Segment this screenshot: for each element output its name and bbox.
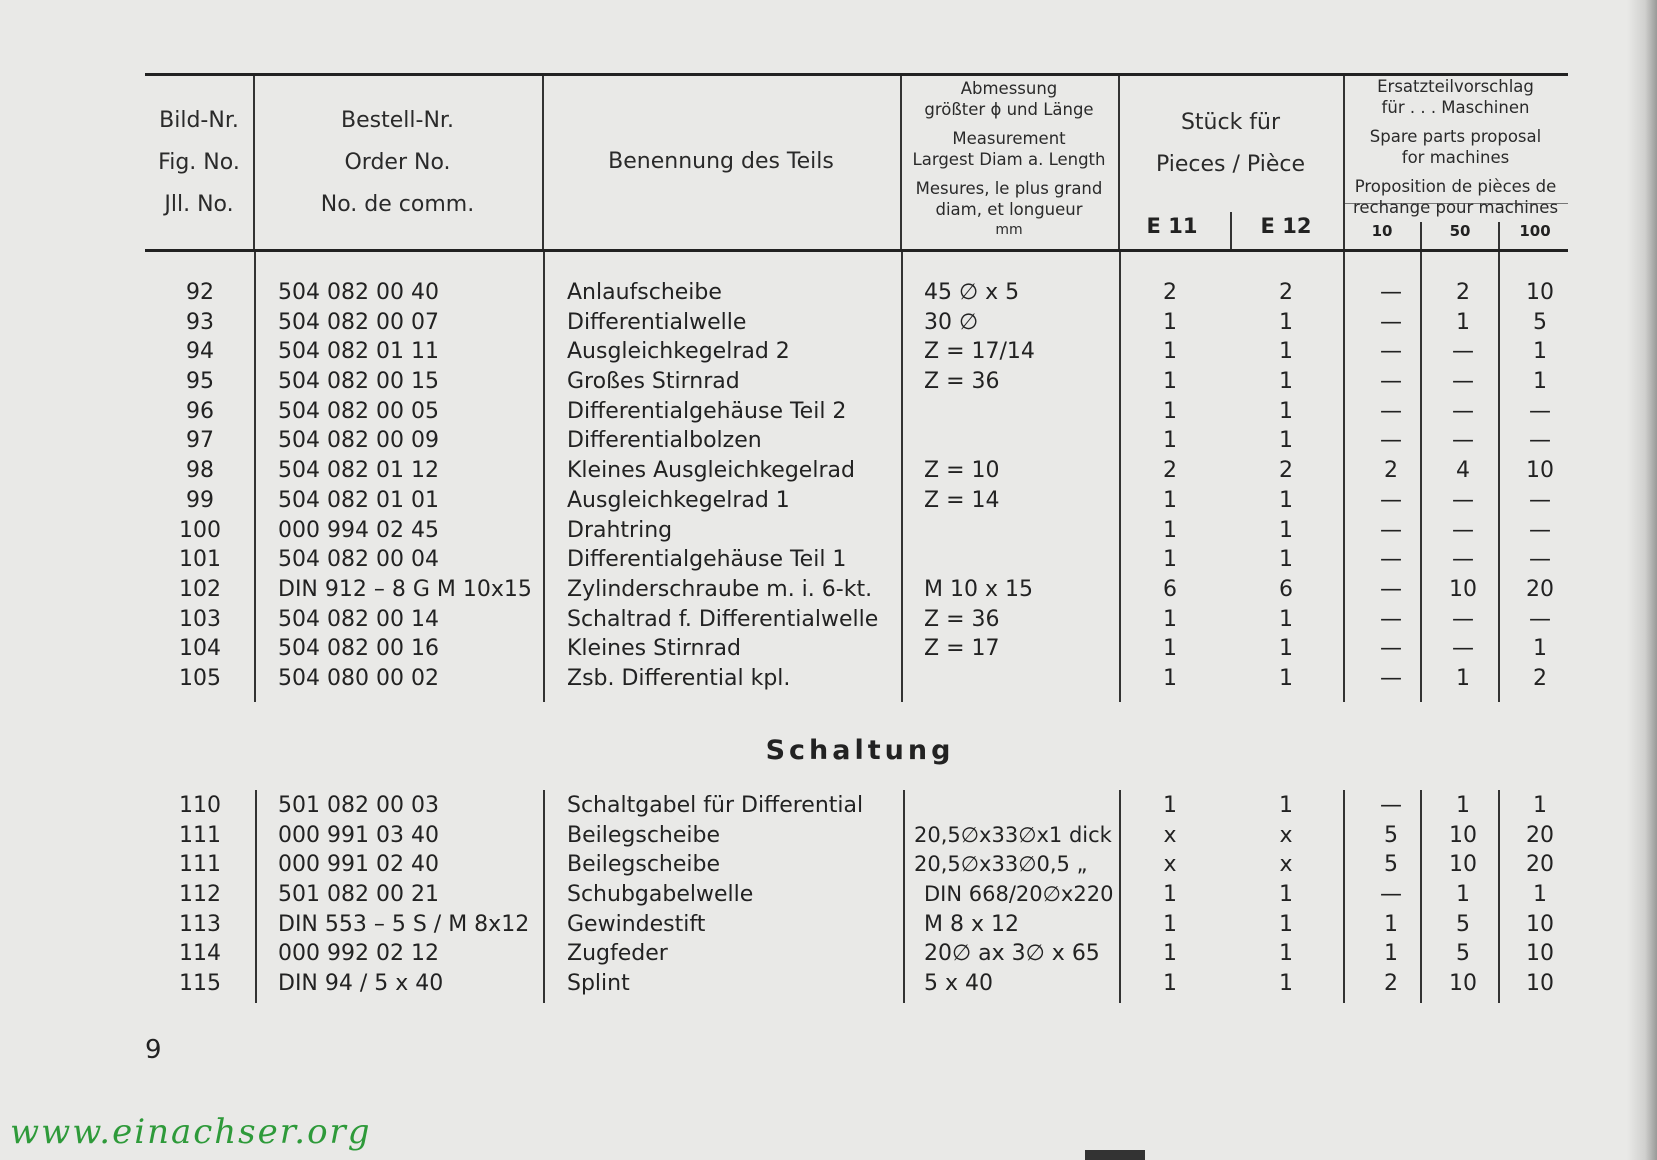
header-divider xyxy=(1420,222,1422,249)
header-fig-no: Bild-Nr. Fig. No. Jll. No. xyxy=(158,108,240,217)
header-col-10: 10 xyxy=(1371,222,1393,240)
table-row: 113 DIN 553 – 5 S / M 8x12 Gewindestift M 8 x 12 1 1 1 5 10 xyxy=(179,911,1554,937)
table-row: 93 504 082 00 07 Differentialwelle 30 ∅ 1 1 — 1 5 xyxy=(186,309,1547,335)
table-row: 97 504 082 00 09 Differentialbolzen 1 1 — — — xyxy=(186,428,1551,454)
table-row: 111 000 991 02 40 Beilegscheibe 20,5∅x33∅0,5 „ x x 5 10 20 xyxy=(179,852,1554,878)
header-col-e12: E 12 xyxy=(1260,214,1312,238)
table-row: 115 DIN 94 / 5 x 40 Splint 5 x 40 1 1 2 10 10 xyxy=(179,971,1554,997)
table-row: 94 504 082 01 11 Ausgleichkegelrad 2 Z = 17/14 1 1 — — 1 xyxy=(186,339,1547,365)
table-row: 92 504 082 00 40 Anlaufscheibe 45 ∅ x 5 2 2 — 2 10 xyxy=(186,280,1554,305)
header-part-name: Benennung des Teils xyxy=(608,149,834,174)
table-row: 112 501 082 00 21 Schubgabelwelle DIN 668/20∅x220 1 1 — 1 1 xyxy=(179,882,1547,908)
table-row: 99 504 082 01 01 Ausgleichkegelrad 1 Z = 14 1 1 — — — xyxy=(186,487,1551,513)
header-col-e11: E 11 xyxy=(1146,214,1198,238)
header-col-50: 50 xyxy=(1449,222,1471,240)
header-divider xyxy=(1230,212,1232,249)
table-row: 101 504 082 00 04 Differentialgehäuse Teil 1 1 1 — — — xyxy=(179,547,1551,573)
table-row: 102 DIN 912 – 8 G M 10x15 Zylinderschraube m. i. 6-kt. M 10 x 15 6 6 — 10 20 xyxy=(179,576,1554,602)
table-row: 105 504 080 00 02 Zsb. Differential kpl. 1 1 — 1 2 xyxy=(179,665,1547,691)
scan-mark xyxy=(1085,1150,1145,1160)
table-row: 103 504 082 00 14 Schaltrad f. Differentialwelle Z = 36 1 1 — — — xyxy=(179,606,1551,632)
table-row: 111 000 991 03 40 Beilegscheibe 20,5∅x33∅x1 dick x x 5 10 20 xyxy=(179,822,1554,848)
table-row: 98 504 082 01 12 Kleines Ausgleichkegelrad Z = 10 2 2 2 4 10 xyxy=(186,458,1554,484)
parts-table-group-1 xyxy=(0,280,1657,696)
table-row: 110 501 082 00 03 Schaltgabel für Differential 1 1 — 1 1 xyxy=(179,793,1547,818)
header-pieces: Stück für Pieces / Pièce xyxy=(1156,110,1305,177)
page-number: 9 xyxy=(145,1035,162,1065)
header-dimension: Abmessung größter ϕ und Länge Measurement Largest Diam a. Length Mesures, le plus grand diam, et longueur mm xyxy=(912,79,1106,238)
header-order-no: Bestell-Nr. Order No. No. de comm. xyxy=(320,108,475,217)
table-row: 114 000 992 02 12 Zugfeder 20∅ ax 3∅ x 65 1 1 1 5 10 xyxy=(179,941,1554,967)
table-row: 96 504 082 00 05 Differentialgehäuse Teil 2 1 1 — — — xyxy=(186,398,1551,424)
table-row: 104 504 082 00 16 Kleines Stirnrad Z = 17 1 1 — — 1 xyxy=(179,636,1547,662)
table-row: 100 000 994 02 45 Drahtring 1 1 — — — xyxy=(179,517,1551,543)
parts-table-group-2 xyxy=(0,793,1657,1001)
section-title: Schaltung xyxy=(765,735,955,766)
header-divider xyxy=(1498,222,1500,249)
watermark-link[interactable]: www.einachser.org xyxy=(10,1112,372,1152)
header-proposal: Ersatzteilvorschlag für . . . Maschinen Spare parts proposal for machines Proposition de pièces de rechange pour machines xyxy=(1352,77,1559,217)
header-col-100: 100 xyxy=(1519,222,1551,240)
table-row: 95 504 082 00 15 Großes Stirnrad Z = 36 1 1 — — 1 xyxy=(186,369,1547,395)
header-bottom-rule xyxy=(145,249,1568,252)
